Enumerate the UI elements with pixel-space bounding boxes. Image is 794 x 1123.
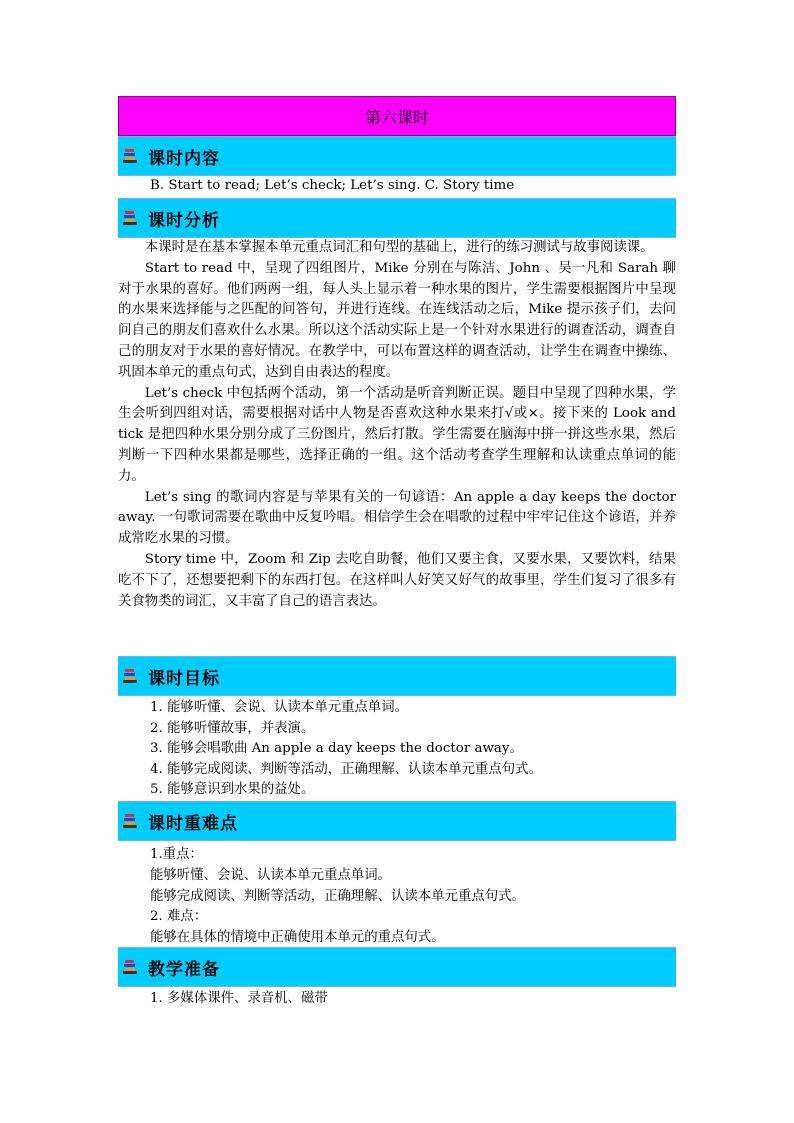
section-heading: 课时重难点 xyxy=(148,813,238,834)
list-item: 5. 能够意识到水果的益处。 xyxy=(150,782,315,797)
section-heading: 课时分析 xyxy=(148,210,220,231)
section-heading: 教学准备 xyxy=(148,959,220,980)
analysis-paragraph: Let’s sing 的歌词内容是与苹果有关的一句谚语：An apple a day keeps the doctor away. 一句歌词需要在歌曲中反复吟唱。相信学生会在唱歌的过程中牢牢记住这个谚语，并养成常吃水果的习惯。 xyxy=(118,489,676,547)
analysis-paragraph: Story time 中，Zoom 和 Zip 去吃自助餐，他们又要主食，又要水果，又要饮料，结果吃不下了，还想要把剩下的东西打包。在这样叫人好笑又好气的故事里，学生们复习了很多有关食物类的词汇，又丰富了自己的语言表达。 xyxy=(118,551,676,609)
section-header-analysis xyxy=(118,198,676,238)
key-point-line: 2. 难点： xyxy=(150,909,208,925)
key-point-line: 1.重点： xyxy=(150,847,203,862)
page-title xyxy=(118,96,676,136)
section-header-goals xyxy=(118,656,676,696)
analysis-paragraph: Let’s check 中包括两个活动，第一个活动是听音判断正误。题目中呈现了四种水果，学生会听到四组对话，需要根据对话中人物是否喜欢这种水果来打√或×。接下来的 Look and tick 是把四种水果分别分成了三份图片，然后打散。学生需要在脑海中拼一拼这些水果，然后判断一下四种水果都是哪些，选择正确的一组。这个活动考查学生理解和认读重点单词的能力。 xyxy=(118,385,676,484)
key-point-line: 能够完成阅读、判断等活动，正确理解、认读本单元重点句式。 xyxy=(150,888,525,904)
section-heading: 课时内容 xyxy=(148,148,220,169)
section-header-preparation xyxy=(118,947,676,987)
key-point-line: 能够听懂、会说、认读本单元重点单词。 xyxy=(150,867,392,883)
list-item: 1. 能够听懂、会说、认读本单元重点单词。 xyxy=(150,700,409,715)
goals-section-body xyxy=(118,696,676,801)
analysis-section-body xyxy=(118,238,676,656)
key-points-section-body xyxy=(118,841,676,947)
book-stack-icon xyxy=(122,813,138,829)
section-header-key-points xyxy=(118,801,676,841)
page-title-text: 第六课时 xyxy=(364,107,429,127)
analysis-paragraph: Start to read 中，呈现了四组图片，Mike 分别在与陈洁、John 、吴一凡和 Sarah 聊对于水果的喜好。他们两两一组，每人头上显示着一种水果的图片，学生需要根据图片中呈现的水果来选择能与之匹配的问答句，并进行连线。在连线活动之后，Mike 提示孩子们，去问问自己的朋友们喜欢什么水果。所以这个活动实际上是一个针对水果进行的调查活动，调查自己的朋友对于水果的喜好情况。在教学中，可以布置这样的调查活动，让学生在调查中操练、巩固本单元的重点句式，达到自由表达的程度。 xyxy=(118,260,676,380)
book-stack-icon xyxy=(122,210,138,226)
list-item: 4. 能够完成阅读、判断等活动，正确理解、认读本单元重点句式。 xyxy=(150,761,542,777)
content-text: B. Start to read; Let’s check; Let’s sing. C. Story time xyxy=(150,178,515,193)
section-header-content xyxy=(118,136,676,176)
book-stack-icon xyxy=(122,959,138,975)
section-heading: 课时目标 xyxy=(148,668,220,689)
key-point-line: 能够在具体的情境中正确使用本单元的重点句式。 xyxy=(150,930,445,946)
list-item: 2. 能够听懂故事，并表演。 xyxy=(150,720,315,736)
list-item: 3. 能够会唱歌曲 An apple a day keeps the doctor away。 xyxy=(150,741,523,756)
preparation-section-body xyxy=(118,987,676,1010)
book-stack-icon xyxy=(122,148,138,164)
preparation-line: 1. 多媒体课件、录音机、磁带 xyxy=(150,991,328,1006)
book-stack-icon xyxy=(122,668,138,684)
analysis-paragraph: 本课时是在基本掌握本单元重点词汇和句型的基础上，进行的练习测试与故事阅读课。 xyxy=(144,240,654,255)
lesson-plan xyxy=(118,96,676,1010)
content-section-body xyxy=(118,176,676,198)
goals-list xyxy=(118,698,676,801)
